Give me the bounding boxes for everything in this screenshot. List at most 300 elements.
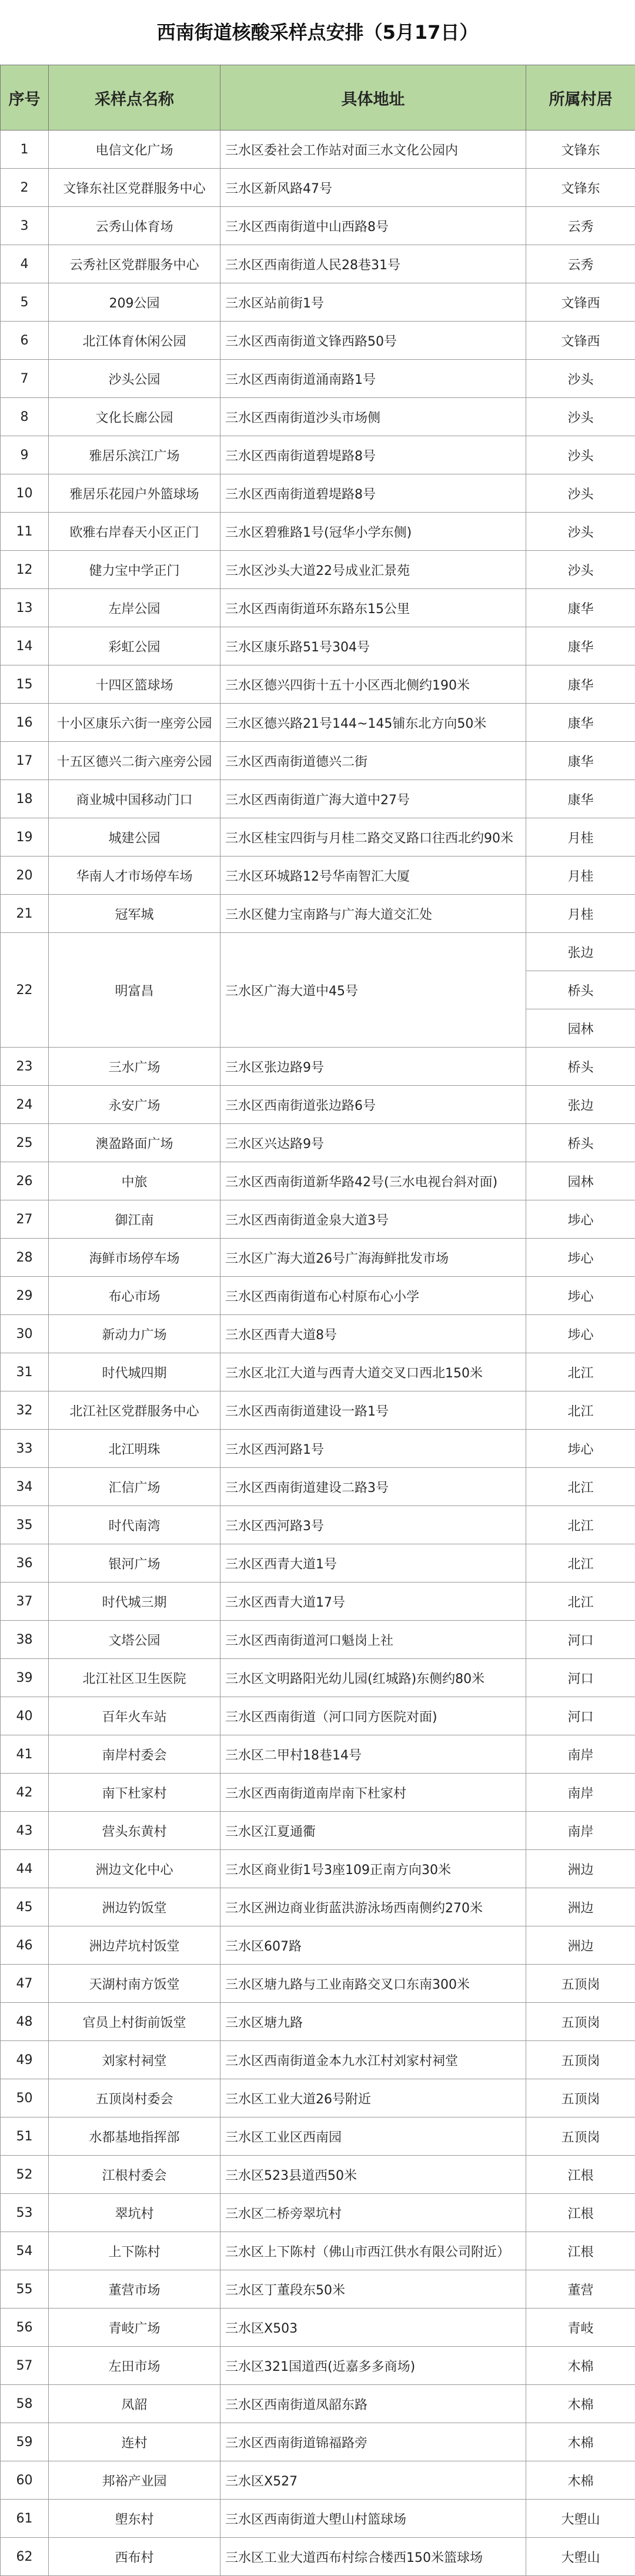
village-name: 桥头 [526,971,635,1009]
row-number: 49 [1,2041,49,2079]
row-number: 57 [1,2347,49,2385]
village-name: 河口 [526,1697,635,1735]
site-name: 时代城四期 [49,1353,220,1391]
table-row [1,1086,635,1124]
table-row [1,627,635,665]
site-address: 三水区西南街道建设二路3号 [220,1468,526,1506]
table-row [1,1200,635,1239]
row-number: 4 [1,245,49,283]
site-address: 三水区广海大道中45号 [220,933,526,1048]
row-number: 47 [1,1965,49,2003]
village-name: 木棉 [526,2385,635,2423]
site-name: 北江社区卫生医院 [49,1659,220,1697]
site-address: 三水区碧雅路1号(冠华小学东侧) [220,513,526,551]
site-name: 彩虹公园 [49,627,220,665]
site-address: 三水区523县道西50米 [220,2156,526,2194]
village-name: 康华 [526,780,635,818]
row-number: 15 [1,665,49,704]
table-row [1,1697,635,1735]
row-number: 26 [1,1162,49,1200]
site-address: 三水区西南街道建设一路1号 [220,1391,526,1430]
row-number: 43 [1,1812,49,1850]
site-address: 三水区西青大道17号 [220,1583,526,1621]
table-row [1,1735,635,1774]
site-name: 云秀山体育场 [49,207,220,245]
table-row [1,1583,635,1621]
site-address: 三水区西河路1号 [220,1430,526,1468]
row-number: 31 [1,1353,49,1391]
site-address: 三水区德兴四街十五十小区西北侧约190米 [220,665,526,704]
site-address: 三水区商业街1号3座109正南方向30米 [220,1850,526,1888]
site-address: 三水区西南街道（河口同方医院对面) [220,1697,526,1735]
site-address: 三水区工业区西南园 [220,2117,526,2156]
row-number: 37 [1,1583,49,1621]
site-name: 南岸村委会 [49,1735,220,1774]
village-name: 沙头 [526,436,635,474]
row-number: 30 [1,1315,49,1353]
village-name: 江根 [526,2156,635,2194]
village-name: 月桂 [526,857,635,895]
village-name: 沙头 [526,398,635,436]
village-name: 月桂 [526,818,635,857]
village-name: 洲边 [526,1926,635,1965]
site-name: 文锋东社区党群服务中心 [49,169,220,207]
header-address: 具体地址 [220,65,526,131]
village-name: 江根 [526,2232,635,2270]
village-name: 北江 [526,1506,635,1544]
site-name: 北江社区党群服务中心 [49,1391,220,1430]
table-header [1,65,635,131]
table-row [1,1850,635,1888]
row-number: 46 [1,1926,49,1965]
village-name: 沙头 [526,513,635,551]
table-row [1,818,635,857]
table-row [1,589,635,627]
site-name: 十小区康乐六街一座旁公园 [49,704,220,742]
site-name: 雅居乐花园户外篮球场 [49,474,220,513]
village-name: 云秀 [526,207,635,245]
site-name: 文塔公园 [49,1621,220,1659]
site-address: 三水区西南街道人民28巷31号 [220,245,526,283]
site-address: 三水区二甲村18巷14号 [220,1735,526,1774]
table-row [1,1353,635,1391]
village-name: 月桂 [526,895,635,933]
site-name: 邦裕产业园 [49,2461,220,2500]
site-address: 三水区丁董段东50米 [220,2270,526,2309]
site-name: 银河广场 [49,1544,220,1583]
site-address: 三水区西青大道1号 [220,1544,526,1583]
site-address: 三水区工业大道西布村综合楼西150米篮球场 [220,2538,526,2576]
village-name: 埗心 [526,1200,635,1239]
row-number: 21 [1,895,49,933]
village-name: 南岸 [526,1812,635,1850]
site-address: 三水区西南街道文锋西路50号 [220,322,526,360]
site-name: 塱东村 [49,2500,220,2538]
site-name: 翠坑村 [49,2194,220,2232]
row-number: 50 [1,2079,49,2117]
village-name: 五顶岗 [526,2079,635,2117]
row-number: 36 [1,1544,49,1583]
village-name: 河口 [526,1659,635,1697]
row-number: 53 [1,2194,49,2232]
site-address: 三水区塘九路 [220,2003,526,2041]
village-name: 大塱山 [526,2538,635,2576]
row-number: 55 [1,2270,49,2309]
site-name: 北江明珠 [49,1430,220,1468]
site-address: 三水区西南街道环东路东15公里 [220,589,526,627]
site-address: 三水区西南街道布心村原布心小学 [220,1277,526,1315]
village-name: 文锋西 [526,283,635,322]
site-name: 五顶岗村委会 [49,2079,220,2117]
table-row [1,2347,635,2385]
row-number: 38 [1,1621,49,1659]
site-name: 天湖村南方饭堂 [49,1965,220,2003]
row-number: 60 [1,2461,49,2500]
village-name: 园林 [526,1162,635,1200]
village-name: 大塱山 [526,2500,635,2538]
site-address: 三水区西南街道金本九水江村刘家村祠堂 [220,2041,526,2079]
village-name: 南岸 [526,1774,635,1812]
row-number: 51 [1,2117,49,2156]
row-number: 33 [1,1430,49,1468]
site-address: 三水区西南街道金泉大道3号 [220,1200,526,1239]
site-address: 三水区工业大道26号附近 [220,2079,526,2117]
site-name: 三水广场 [49,1048,220,1086]
table-row [1,2461,635,2500]
site-name: 华南人才市场停车场 [49,857,220,895]
village-name: 埗心 [526,1239,635,1277]
row-number: 1 [1,131,49,169]
site-name: 永安广场 [49,1086,220,1124]
row-number: 2 [1,169,49,207]
table-row [1,895,635,933]
site-address: 三水区西南街道中山西路8号 [220,207,526,245]
site-name: 欧雅右岸春天小区正门 [49,513,220,551]
row-number: 19 [1,818,49,857]
row-number: 14 [1,627,49,665]
row-number: 22 [1,933,49,1048]
site-address: 三水区西青大道8号 [220,1315,526,1353]
site-address: 三水区新风路47号 [220,169,526,207]
site-address: 三水区张边路9号 [220,1048,526,1086]
village-name: 张边 [526,1086,635,1124]
site-address: 三水区607路 [220,1926,526,1965]
village-name: 北江 [526,1391,635,1430]
site-name: 电信文化广场 [49,131,220,169]
row-number: 61 [1,2500,49,2538]
village-name: 河口 [526,1621,635,1659]
row-number: 24 [1,1086,49,1124]
village-name: 五顶岗 [526,2117,635,2156]
site-address: 三水区沙头大道22号成业汇景苑 [220,551,526,589]
village-name: 文锋东 [526,131,635,169]
site-name: 御江南 [49,1200,220,1239]
row-number: 17 [1,742,49,780]
header-no: 序号 [1,65,49,131]
row-number: 56 [1,2309,49,2347]
site-address: 三水区西南街道德兴二街 [220,742,526,780]
table-row [1,857,635,895]
village-name: 江根 [526,2194,635,2232]
site-name: 西布村 [49,2538,220,2576]
table-row [1,207,635,245]
sampling-table [0,65,635,2576]
site-address: 三水区上下陈村（佛山市西江供水有限公司附近） [220,2232,526,2270]
village-name: 康华 [526,627,635,665]
page-title: 西南街道核酸采样点安排（5月17日） [0,0,635,65]
table-row [1,1544,635,1583]
site-name: 江根村委会 [49,2156,220,2194]
table-row [1,360,635,398]
site-address: 三水区西南街道碧堤路8号 [220,474,526,513]
site-address: 三水区西南街道南岸南下杜家村 [220,1774,526,1812]
site-address: 三水区西南街道河口魁岗上社 [220,1621,526,1659]
village-name: 董营 [526,2270,635,2309]
site-address: 三水区桂宝四街与月桂二路交叉路口往西北约90米 [220,818,526,857]
site-name: 文化长廊公园 [49,398,220,436]
site-address: 三水区西南街道沙头市场侧 [220,398,526,436]
table-row [1,551,635,589]
site-address: 三水区西南街道碧堤路8号 [220,436,526,474]
table-row [1,665,635,704]
site-name: 中旅 [49,1162,220,1200]
table-row [1,1239,635,1277]
village-name: 沙头 [526,474,635,513]
table-row [1,1621,635,1659]
village-name: 康华 [526,589,635,627]
site-address: 三水区委社会工作站对面三水文化公园内 [220,131,526,169]
village-name: 张边 [526,933,635,971]
table-row [1,1965,635,2003]
village-name: 埗心 [526,1430,635,1468]
row-number: 54 [1,2232,49,2270]
row-number: 29 [1,1277,49,1315]
row-number: 7 [1,360,49,398]
site-address: 三水区西南街道凤韶东路 [220,2385,526,2423]
table-row [1,1468,635,1506]
row-number: 62 [1,2538,49,2576]
village-name: 康华 [526,704,635,742]
village-name: 青岐 [526,2309,635,2347]
table-row [1,1277,635,1315]
row-number: 58 [1,2385,49,2423]
village-name: 桥头 [526,1124,635,1162]
site-name: 百年火车站 [49,1697,220,1735]
row-number: 39 [1,1659,49,1697]
table-row [1,2194,635,2232]
row-number: 6 [1,322,49,360]
row-number: 48 [1,2003,49,2041]
table-row [1,1430,635,1468]
site-name: 左田市场 [49,2347,220,2385]
village-name: 五顶岗 [526,1965,635,2003]
table-row [1,2500,635,2538]
site-name: 凤韶 [49,2385,220,2423]
table-row [1,131,635,169]
site-name: 汇信广场 [49,1468,220,1506]
site-name: 209公园 [49,283,220,322]
site-name: 时代城三期 [49,1583,220,1621]
table-row [1,513,635,551]
site-address: 三水区文明路阳光幼儿园(红城路)东侧约80米 [220,1659,526,1697]
row-number: 25 [1,1124,49,1162]
site-address: 三水区德兴路21号144~145铺东北方向50米 [220,704,526,742]
table-row [1,704,635,742]
site-name: 水都基地指挥部 [49,2117,220,2156]
site-name: 十五区德兴二街六座旁公园 [49,742,220,780]
table-row [1,2079,635,2117]
site-name: 新动力广场 [49,1315,220,1353]
row-number: 32 [1,1391,49,1430]
site-name: 商业城中国移动门口 [49,780,220,818]
village-name: 北江 [526,1544,635,1583]
table-row [1,1812,635,1850]
table-row [1,1391,635,1430]
site-name: 洲边芹坑村饭堂 [49,1926,220,1965]
header-row [1,65,635,131]
site-name: 洲边文化中心 [49,1850,220,1888]
table-row [1,2117,635,2156]
site-name: 冠军城 [49,895,220,933]
row-number: 20 [1,857,49,895]
table-row [1,2232,635,2270]
site-address: 三水区西河路3号 [220,1506,526,1544]
site-name: 十四区篮球场 [49,665,220,704]
village-name: 埗心 [526,1277,635,1315]
site-address: 三水区西南街道新华路42号(三水电视台斜对面) [220,1162,526,1200]
site-address: 三水区兴达路9号 [220,1124,526,1162]
row-number: 52 [1,2156,49,2194]
row-number: 13 [1,589,49,627]
table-row [1,933,635,971]
row-number: 40 [1,1697,49,1735]
site-name: 洲边钓饭堂 [49,1888,220,1926]
table-row [1,474,635,513]
site-name: 澳盈路面广场 [49,1124,220,1162]
table-row [1,398,635,436]
site-address: 三水区北江大道与西青大道交叉口西北150米 [220,1353,526,1391]
row-number: 59 [1,2423,49,2461]
row-number: 9 [1,436,49,474]
site-address: 三水区塘九路与工业南路交叉口东南300米 [220,1965,526,2003]
row-number: 35 [1,1506,49,1544]
table-row [1,169,635,207]
row-number: 10 [1,474,49,513]
site-name: 明富昌 [49,933,220,1048]
table-body [1,131,635,2576]
table-row [1,1888,635,1926]
site-name: 时代南湾 [49,1506,220,1544]
row-number: 8 [1,398,49,436]
row-number: 28 [1,1239,49,1277]
row-number: 27 [1,1200,49,1239]
village-name: 埗心 [526,1315,635,1353]
table-row [1,2309,635,2347]
table-row [1,322,635,360]
site-address: 三水区环城路12号华南智汇大厦 [220,857,526,895]
site-address: 三水区西南街道涌南路1号 [220,360,526,398]
site-name: 刘家村祠堂 [49,2041,220,2079]
site-name: 北江体育休闲公园 [49,322,220,360]
site-address: 三水区健力宝南路与广海大道交汇处 [220,895,526,933]
row-number: 18 [1,780,49,818]
table-row [1,742,635,780]
table-row [1,436,635,474]
table-row [1,1124,635,1162]
village-name: 云秀 [526,245,635,283]
village-name: 南岸 [526,1735,635,1774]
table-row [1,2041,635,2079]
site-name: 左岸公园 [49,589,220,627]
site-name: 雅居乐滨江广场 [49,436,220,474]
row-number: 11 [1,513,49,551]
row-number: 12 [1,551,49,589]
table-row [1,2385,635,2423]
village-name: 北江 [526,1353,635,1391]
site-name: 南下杜家村 [49,1774,220,1812]
row-number: 44 [1,1850,49,1888]
village-name: 洲边 [526,1888,635,1926]
site-name: 董营市场 [49,2270,220,2309]
header-village: 所属村居 [526,65,635,131]
village-name: 洲边 [526,1850,635,1888]
row-number: 5 [1,283,49,322]
header-site: 采样点名称 [49,65,220,131]
site-name: 沙头公园 [49,360,220,398]
site-address: 三水区西南街道大塱山村篮球场 [220,2500,526,2538]
village-name: 桥头 [526,1048,635,1086]
village-name: 木棉 [526,2461,635,2500]
site-address: 三水区西南街道锦福路旁 [220,2423,526,2461]
village-name: 北江 [526,1468,635,1506]
village-name: 沙头 [526,360,635,398]
table-row [1,1774,635,1812]
table-row [1,245,635,283]
table-row [1,1659,635,1697]
site-address: 三水区站前街1号 [220,283,526,322]
table-row [1,2270,635,2309]
table-row [1,1926,635,1965]
site-name: 健力宝中学正门 [49,551,220,589]
row-number: 42 [1,1774,49,1812]
village-name: 园林 [526,1009,635,1048]
site-name: 云秀社区党群服务中心 [49,245,220,283]
table-row [1,2003,635,2041]
site-address: 三水区西南街道张边路6号 [220,1086,526,1124]
row-number: 23 [1,1048,49,1086]
site-address: 三水区广海大道26号广海海鲜批发市场 [220,1239,526,1277]
site-name: 海鲜市场停车场 [49,1239,220,1277]
site-address: 三水区江夏通衢 [220,1812,526,1850]
row-number: 41 [1,1735,49,1774]
site-address: 三水区西南街道广海大道中27号 [220,780,526,818]
village-name: 五顶岗 [526,2003,635,2041]
table-row [1,1315,635,1353]
site-address: 三水区321国道西(近嘉多多商场) [220,2347,526,2385]
site-name: 营头东黄村 [49,1812,220,1850]
table-row [1,1162,635,1200]
site-name: 青岐广场 [49,2309,220,2347]
village-name: 康华 [526,665,635,704]
row-number: 16 [1,704,49,742]
table-row [1,1048,635,1086]
table-row [1,2538,635,2576]
site-name: 上下陈村 [49,2232,220,2270]
village-name: 文锋东 [526,169,635,207]
site-name: 连村 [49,2423,220,2461]
site-address: 三水区康乐路51号304号 [220,627,526,665]
site-name: 官员上村街前饭堂 [49,2003,220,2041]
